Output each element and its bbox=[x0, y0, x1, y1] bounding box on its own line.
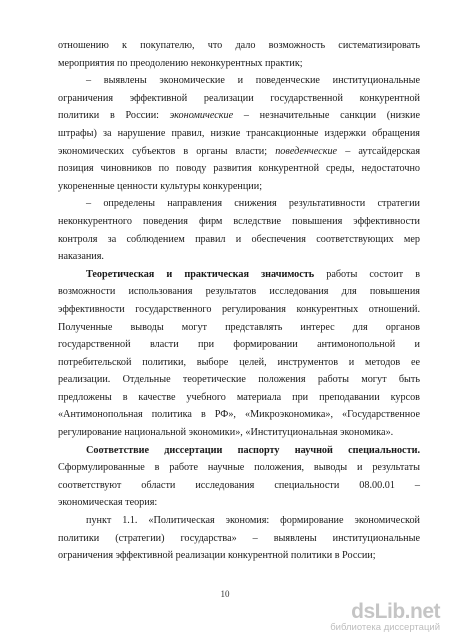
text-line: ограничения эффективной реализации конкурентной политики в России; bbox=[58, 550, 376, 562]
text-line: «Антимонопольная политика в РФ», «Микроэкономика», «Государственное bbox=[58, 409, 420, 421]
text-line: возможности использования результатов исследования для повышения bbox=[58, 286, 420, 298]
text-span: экономических субъектов в органы власти; bbox=[58, 145, 276, 157]
text-line: – определены направления снижения результативности стратегии bbox=[86, 198, 420, 210]
text-line: позиция чиновников по поводу развития конкурентной среды, недостаточно bbox=[58, 163, 420, 175]
text-span: – незначительные санкции (низкие bbox=[233, 110, 420, 122]
text-line: неконкурентного поведения фирм вследствие повышения эффективности bbox=[58, 215, 420, 227]
body-text bbox=[58, 37, 420, 565]
page-number: 10 bbox=[220, 589, 230, 599]
text-line: мероприятия по преодолению неконкурентных практик; bbox=[58, 57, 303, 69]
text-line: Сформулированные в работе научные положения, выводы и результаты bbox=[58, 462, 420, 474]
text-line: государственной власти при формировании антимонопольной и bbox=[58, 339, 420, 351]
text-line: соответствуют области исследования специальности 08.00.01 – bbox=[58, 479, 420, 491]
text-line: регулирование национальной экономики», «Институциональная экономика». bbox=[58, 427, 394, 439]
text-line bbox=[58, 107, 420, 125]
watermark-caption: библиотека диссертаций bbox=[330, 622, 440, 633]
text-span: – аутсайдерская bbox=[337, 145, 421, 157]
text-line: штрафы) за нарушение правил, низкие трансакционные издержки обращения bbox=[58, 127, 420, 139]
text-line bbox=[58, 266, 420, 284]
text-line: экономическая теория: bbox=[58, 497, 158, 509]
text-line: эффективности государственного регулирования конкурентных отношений. bbox=[58, 303, 420, 315]
text-line: контроля за соблюдением правил и обеспечения соответствующих мер bbox=[58, 233, 420, 245]
text-span: работы состоит в bbox=[314, 268, 421, 280]
text-span: политики в России: bbox=[58, 110, 170, 122]
text-line: наказания. bbox=[58, 251, 104, 263]
text-line: – выявлены экономические и поведенческие институциональные bbox=[86, 75, 420, 87]
bold-heading-correspondence: Соответствие диссертации паспорту научной специальности. bbox=[86, 444, 420, 456]
text-line: реализации. Отдельные теоретические положения работы могут быть bbox=[58, 374, 420, 386]
text-line: ограничения эффективной реализации государственной конкурентной bbox=[58, 92, 420, 104]
text-line: предложены в качестве учебного материала при преподавании курсов bbox=[58, 391, 420, 403]
text-line: пункт 1.1. «Политическая экономия: формирование экономической bbox=[86, 515, 420, 527]
text-line bbox=[58, 143, 420, 161]
watermark bbox=[330, 602, 440, 634]
text-line: политики (стратегии) государства» – выявлены институциональные bbox=[58, 532, 420, 544]
italic-term-economic: экономические bbox=[169, 110, 234, 122]
text-line: Полученные выводы могут представлять интерес для органов bbox=[58, 321, 420, 333]
italic-term-behavioral: поведенческие bbox=[275, 145, 338, 157]
text-line: укорененные ценности культуры конкуренции; bbox=[58, 180, 263, 192]
text-line: отношению к покупателю, что дало возможность систематизировать bbox=[58, 40, 420, 51]
watermark-logo: dsLib.net bbox=[351, 600, 440, 623]
text-line: потребительской политики, выборе целей, инструментов и методов ее bbox=[58, 356, 420, 368]
bold-heading-significance: Теоретическая и практическая значимость bbox=[86, 268, 315, 280]
